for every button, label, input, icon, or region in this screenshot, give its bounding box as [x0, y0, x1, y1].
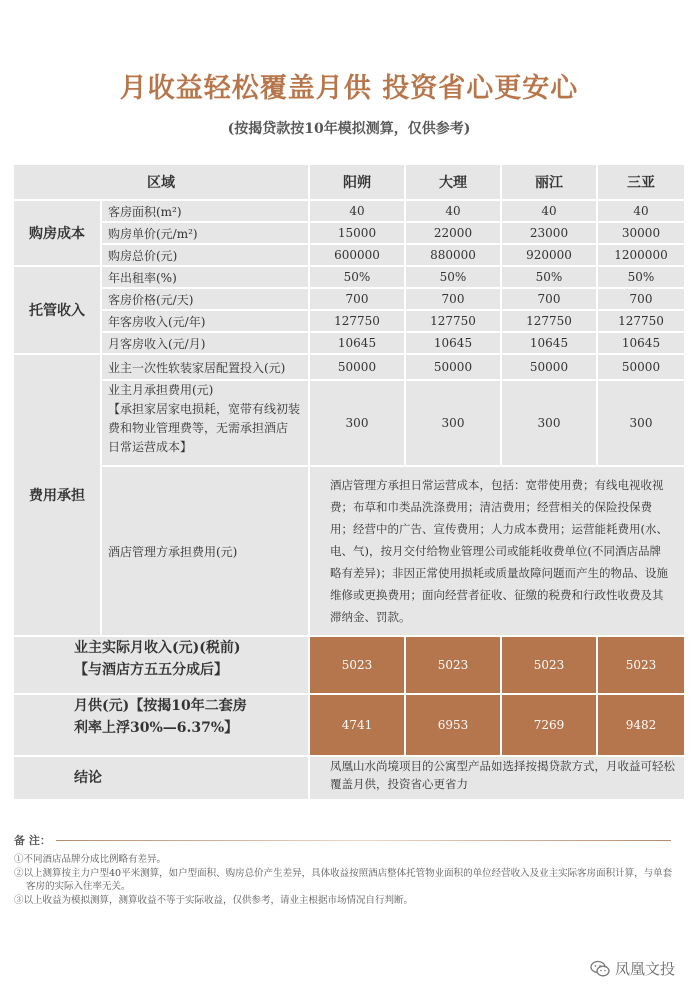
- mortgage-label-1: 月供(元)【按揭10年二套房: [74, 698, 247, 714]
- value-total-price-dali: 880000: [406, 245, 500, 265]
- value-monthly-income-sanya: 10645: [598, 333, 684, 353]
- note-item-3: ③以上收益为模拟测算，测算收益不等于实际收益，仅供参考，请业主根据市场情况自行判断。: [14, 895, 414, 906]
- value-area-lijiang: 40: [502, 201, 596, 221]
- value-total-price-lijiang: 920000: [502, 245, 596, 265]
- value-furnish-dali: 50000: [406, 355, 500, 379]
- value-area-yangshuo: 40: [310, 201, 404, 221]
- notes-label: 备 注：: [14, 834, 51, 847]
- value-room-price-yangshuo: 700: [310, 289, 404, 309]
- header-city-dali: 大理: [406, 165, 500, 199]
- value-annual-income-sanya: 127750: [598, 311, 684, 331]
- value-annual-income-yangshuo: 127750: [310, 311, 404, 331]
- header-city-yangshuo: 阳朔: [310, 165, 404, 199]
- value-mortgage-yangshuo: 4741: [310, 695, 404, 755]
- hotel-cost-description: 酒店管理方承担日常运营成本，包括：宽带使用费；有线电视收视费；布草和巾类品洗涤费用；清洁费用；经营相关的保险投保费用；经营中的广告、宣传费用；人力成本费用；运营能耗费用(水、电、气)，按月交付给物业管理公司或能耗收费单位(不同酒店品牌略有差异)；非因正常使用损耗或质量故障问题而产生的物品、设施维修或更换费用；面向经营者征收、征缴的税费和行政性收费及其滞纳金、罚款。: [310, 467, 684, 635]
- brand-name: 凤凰文投: [615, 960, 676, 978]
- notes-divider: [56, 840, 671, 841]
- value-unit-price-yangshuo: 15000: [310, 223, 404, 243]
- notes-list: [14, 853, 674, 908]
- row-label-total-price: 购房总价(元): [102, 245, 308, 265]
- owner-monthly-detail-3: 日常运营成本】: [108, 440, 193, 454]
- value-mortgage-dali: 6953: [406, 695, 500, 755]
- value-room-price-dali: 700: [406, 289, 500, 309]
- owner-monthly-detail-2: 费和物业管理费等，无需承担酒店: [108, 421, 289, 435]
- value-annual-income-dali: 127750: [406, 311, 500, 331]
- owner-monthly-label: 业主月承担费用(元): [108, 383, 214, 397]
- value-unit-price-dali: 22000: [406, 223, 500, 243]
- value-monthly-income-yangshuo: 10645: [310, 333, 404, 353]
- value-owner-monthly-yangshuo: 300: [310, 381, 404, 465]
- header-city-lijiang: 丽江: [502, 165, 596, 199]
- owner-monthly-detail-1: 【承担家居家电损耗，宽带有线初装: [108, 402, 301, 416]
- row-label-monthly-income: 月客房收入(元/月): [102, 333, 308, 353]
- value-room-price-sanya: 700: [598, 289, 684, 309]
- header-region: 区域: [14, 165, 308, 199]
- row-label-unit-price: 购房单价(元/m²): [102, 223, 308, 243]
- row-label-net-income: [14, 637, 308, 693]
- value-net-income-dali: 5023: [406, 637, 500, 693]
- conclusion-text: [310, 757, 684, 799]
- value-owner-monthly-lijiang: 300: [502, 381, 596, 465]
- row-label-area: 客房面积(m²): [102, 201, 308, 221]
- row-label-hotel-cost: 酒店管理方承担费用(元): [102, 467, 308, 635]
- value-net-income-yangshuo: 5023: [310, 637, 404, 693]
- net-income-label-1: 业主实际月收入(元)(税前): [74, 640, 241, 656]
- value-mortgage-lijiang: 7269: [502, 695, 596, 755]
- mortgage-label-2: 利率上浮30%—6.37%】: [74, 720, 239, 736]
- group-hosting-income: 托管收入: [14, 267, 100, 353]
- page-subtitle: (按揭贷款按10年模拟测算，仅供参考): [227, 121, 471, 137]
- row-label-room-price: 客房价格(元/天): [102, 289, 308, 309]
- row-label-conclusion: 结论: [14, 757, 308, 799]
- value-net-income-lijiang: 5023: [502, 637, 596, 693]
- row-label-mortgage: [14, 695, 308, 755]
- row-label-occupancy: 年出租率(%): [102, 267, 308, 287]
- value-occupancy-yangshuo: 50%: [310, 267, 404, 287]
- row-label-furnish: 业主一次性软装家居配置投入(元): [102, 355, 308, 379]
- value-monthly-income-lijiang: 10645: [502, 333, 596, 353]
- note-item-1: ①不同酒店品牌分成比例略有差异。: [14, 854, 167, 865]
- row-label-annual-income: 年客房收入(元/年): [102, 311, 308, 331]
- header-city-sanya: 三亚: [598, 165, 684, 199]
- value-occupancy-lijiang: 50%: [502, 267, 596, 287]
- value-owner-monthly-dali: 300: [406, 381, 500, 465]
- comparison-table: [14, 165, 684, 799]
- conclusion-line-2: 覆盖月供，投资省心更省力: [330, 777, 468, 791]
- conclusion-line-1: 凤凰山水尚境项目的公寓型产品如选择按揭贷款方式，月收益可轻松: [330, 759, 675, 773]
- net-income-label-2: 【与酒店方五五分成后】: [74, 662, 228, 678]
- row-label-owner-monthly: [102, 381, 308, 465]
- value-annual-income-lijiang: 127750: [502, 311, 596, 331]
- value-net-income-sanya: 5023: [598, 637, 684, 693]
- value-monthly-income-dali: 10645: [406, 333, 500, 353]
- value-furnish-yangshuo: 50000: [310, 355, 404, 379]
- value-area-dali: 40: [406, 201, 500, 221]
- wechat-icon: [590, 960, 610, 978]
- value-occupancy-dali: 50%: [406, 267, 500, 287]
- value-occupancy-sanya: 50%: [598, 267, 684, 287]
- value-owner-monthly-sanya: 300: [598, 381, 684, 465]
- value-furnish-lijiang: 50000: [502, 355, 596, 379]
- page-title: 月收益轻松覆盖月供 投资省心更安心: [119, 73, 579, 104]
- value-total-price-sanya: 1200000: [598, 245, 684, 265]
- value-mortgage-sanya: 9482: [598, 695, 684, 755]
- brand-watermark: [590, 958, 675, 979]
- value-furnish-sanya: 50000: [598, 355, 684, 379]
- value-area-sanya: 40: [598, 201, 684, 221]
- group-purchase-cost: 购房成本: [14, 201, 100, 265]
- value-unit-price-lijiang: 23000: [502, 223, 596, 243]
- value-total-price-yangshuo: 600000: [310, 245, 404, 265]
- value-unit-price-sanya: 30000: [598, 223, 684, 243]
- group-expense: 费用承担: [14, 355, 100, 635]
- note-item-2: ②以上测算按主力户型40平米测算，如户型面积、购房总价产生差异，具体收益按照酒店整体托管物业面积的单位经营收入及业主实际客房面积计算，与单套客房的实际入住率无关。: [14, 868, 673, 892]
- value-room-price-lijiang: 700: [502, 289, 596, 309]
